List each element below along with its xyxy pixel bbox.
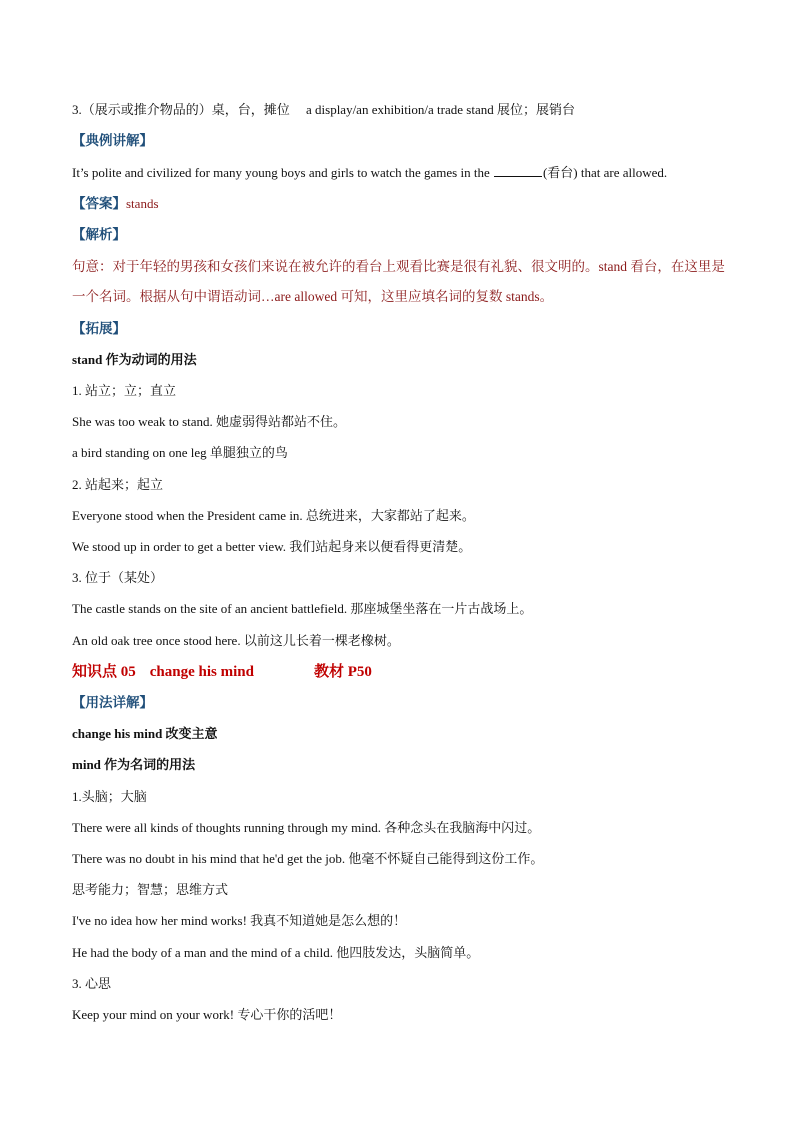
phrase-line: change his mind 改变主意 [72,726,218,741]
stand-item: 1. 站立；立；直立 [72,383,177,398]
noun-usage-title: mind 作为名词的用法 [72,757,196,772]
example-text-before: It’s polite and civilized for many young boys and girls to watch the games in the [72,165,493,180]
mind-item: There was no doubt in his mind that he'd get the job. 他毫不怀疑自己能得到这份工作。 [72,851,544,866]
mind-item: 1.头脑；大脑 [72,789,147,804]
stand-item: The castle stands on the site of an ancient battlefield. 那座城堡坐落在一片古战场上。 [72,601,533,616]
example-text-after: (看台) that are allowed. [542,165,668,180]
mind-item: Keep your mind on your work! 专心干你的活吧！ [72,1007,342,1022]
answer-value: stands [126,196,159,211]
answer-line [72,195,734,213]
analysis-text: 句意：对于年轻的男孩和女孩们来说在被允许的看台上观看比赛是很有礼貌、很文明的。stand 看台，在这里是一个名词。根据从句中谓语动词…are allowed 可知，这里应填名词的复数 stands。 [72,259,725,304]
stand-item: 3. 位于（某处） [72,570,164,585]
usage-tag: 【用法详解】 [72,695,153,710]
stand-item: Everyone stood when the President came in. 总统进来，大家都站了起来。 [72,508,475,523]
stand-item: 2. 站起来；起立 [72,477,164,492]
mind-item: He had the body of a man and the mind of a child. 他四肢发达，头脑简单。 [72,945,480,960]
stand-item: a bird standing on one leg 单腿独立的鸟 [72,445,288,460]
stand-item: We stood up in order to get a better view. 我们站起身来以便看得更清楚。 [72,539,472,554]
analysis-tag: 【解析】 [72,227,126,242]
section-heading [72,663,734,681]
extend-tag: 【拓展】 [72,321,126,336]
mind-item: I've no idea how her mind works! 我真不知道她是怎么想的！ [72,913,407,928]
fill-in-blank [494,165,542,177]
heading-number: 知识点 05 [72,664,136,680]
answer-tag: 【答案】 [72,196,126,211]
stand-meaning-3: 3.（展示或推介物品的）桌，台，摊位 a display/an exhibition/a trade stand 展位；展销台 [72,102,575,117]
heading-phrase: change his mind [149,664,254,680]
mind-item: 3. 心思 [72,976,112,991]
verb-usage-title: stand 作为动词的用法 [72,352,197,367]
heading-source: 教材 P50 [313,664,372,680]
stand-item: An old oak tree once stood here. 以前这儿长着一棵老橡树。 [72,633,400,648]
stand-item: She was too weak to stand. 她虚弱得站都站不住。 [72,414,347,429]
example-tag: 【典例讲解】 [72,133,153,148]
mind-item: 思考能力；智慧；思维方式 [72,882,229,897]
mind-item: There were all kinds of thoughts running through my mind. 各种念头在我脑海中闪过。 [72,820,541,835]
example-sentence [72,164,734,182]
